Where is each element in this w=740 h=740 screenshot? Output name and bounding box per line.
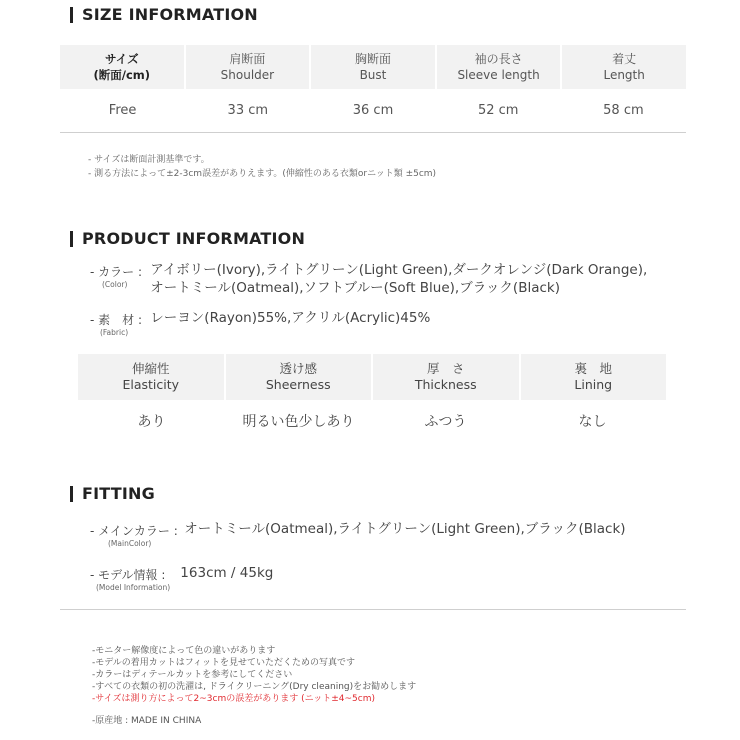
- sleeve-header-line2: Sleeve length: [457, 68, 540, 82]
- bust-header-line1: 胸断面: [354, 52, 391, 66]
- shoulder-header-line2: Shoulder: [220, 68, 275, 82]
- length-header-cell: [562, 45, 686, 89]
- model-label: [90, 564, 176, 592]
- color-label-text: - カラー :: [90, 265, 143, 279]
- title-bar: [70, 231, 73, 247]
- size-note: - サイズは断面計測基準です。: [88, 155, 210, 165]
- size-section-title-text: SIZE INFORMATION: [82, 5, 258, 24]
- elasticity-header-line2: Elasticity: [122, 377, 180, 392]
- bottom-note-warning: -サイズは測り方によって2~3cmの誤差があります (ニット±4~5cm): [92, 694, 376, 704]
- fabric-value: レーヨン(Rayon)55%,アクリル(Acrylic)45%: [150, 310, 431, 326]
- length-header-line2: Length: [603, 68, 645, 82]
- size-value: Free: [108, 103, 137, 118]
- color-values: [150, 261, 647, 297]
- color-value-line2: オートミール(Oatmeal),ソフトブルー(Soft Blue),ブラック(Black): [150, 280, 560, 296]
- sleeve-value: 52 cm: [477, 103, 519, 118]
- bottom-note: -モニター解像度によって色の違いがあります: [92, 646, 276, 656]
- size-section-title: [70, 5, 258, 24]
- fabric-label: [90, 309, 146, 337]
- color-sub-label: (Color): [102, 280, 128, 289]
- bottom-note: -モデルの着用カットはフィットを見せていただくための写真です: [92, 658, 355, 668]
- elasticity-header-cell: [78, 354, 224, 400]
- size-header-cell: [60, 45, 186, 89]
- fitting-section-title-text: FITTING: [82, 484, 155, 503]
- product-section-title: [70, 229, 305, 248]
- size-header-line1: サイズ: [105, 52, 139, 66]
- size-table: [60, 45, 686, 133]
- bust-header-line2: Bust: [359, 68, 387, 82]
- shoulder-value: 33 cm: [227, 103, 269, 118]
- elasticity-value: あり: [137, 414, 166, 430]
- model-value: 163cm / 45kg: [180, 565, 274, 581]
- main-color-value: オートミール(Oatmeal),ライトグリーン(Light Green),ブラック(Black): [184, 521, 626, 537]
- size-table-row: [60, 89, 686, 133]
- fabric-label-text: - 素 材 :: [90, 313, 143, 327]
- size-header-line2: (断面/cm): [93, 68, 151, 82]
- sleeve-header-line1: 袖の長さ: [474, 52, 523, 66]
- bust-value: 36 cm: [352, 103, 394, 118]
- shoulder-header-cell: [186, 45, 312, 89]
- bottom-note-origin: -原産地 : MADE IN CHINA: [92, 716, 202, 726]
- bottom-note: -カラーはディテールカットを参考にしてください: [92, 670, 293, 680]
- sheerness-value: 明るい色少しあり: [242, 414, 355, 430]
- elasticity-header-line1: 伸縮性: [131, 361, 170, 376]
- color-value-line1: アイボリー(Ivory),ライトグリーン(Light Green),ダークオレンジ(Dark Orange),: [150, 262, 648, 278]
- model-info-row: [90, 564, 273, 592]
- length-value: 58 cm: [603, 103, 644, 118]
- title-bar: [70, 7, 73, 23]
- lining-header-line2: Lining: [574, 377, 613, 392]
- sheerness-header-cell: [226, 354, 372, 400]
- thickness-value: ふつう: [424, 414, 467, 430]
- fabric-table-row: [78, 400, 666, 442]
- bust-header-cell: [311, 45, 437, 89]
- lining-value: なし: [578, 414, 607, 430]
- fabric-info-row: [90, 309, 430, 337]
- section-divider: [60, 609, 686, 610]
- model-sub-label: (Model Information): [96, 583, 171, 592]
- lining-header-cell: [521, 354, 667, 400]
- fabric-sub-label: (Fabric): [100, 328, 129, 337]
- lining-header-line1: 裏 地: [574, 361, 612, 376]
- model-label-text: - モデル情報 :: [90, 568, 166, 582]
- fitting-section-title: [70, 484, 155, 503]
- fabric-table: [78, 354, 666, 442]
- main-color-label-text: - メインカラー :: [90, 524, 178, 538]
- size-notes: [88, 153, 436, 181]
- sheerness-header-line1: 透け感: [279, 361, 317, 376]
- length-header-line1: 着丈: [612, 52, 637, 66]
- size-table-header: [60, 45, 686, 89]
- main-color-sub-label: (MainColor): [108, 539, 152, 548]
- sheerness-header-line2: Sheerness: [265, 377, 331, 392]
- shoulder-header-line1: 肩断面: [229, 52, 266, 66]
- sleeve-header-cell: [437, 45, 563, 89]
- thickness-header-cell: [373, 354, 519, 400]
- size-note: - 測る方法によって±2-3cm誤差がありえます。(伸縮性のある衣類orニット類 ±5cm): [88, 169, 437, 179]
- bottom-notes: [92, 645, 416, 727]
- title-bar: [70, 486, 73, 502]
- fabric-table-header: [78, 354, 666, 400]
- color-label: [90, 261, 146, 289]
- main-color-row: [90, 520, 626, 548]
- bottom-note: -すべての衣類の初の洗濯は, ドライクリーニング(Dry cleaning)をお勧めします: [92, 682, 417, 692]
- main-color-label: [90, 520, 180, 548]
- thickness-header-line2: Thickness: [414, 377, 477, 392]
- color-info-row: [90, 261, 647, 297]
- thickness-header-line1: 厚 さ: [426, 361, 465, 376]
- product-section-title-text: PRODUCT INFORMATION: [82, 229, 306, 248]
